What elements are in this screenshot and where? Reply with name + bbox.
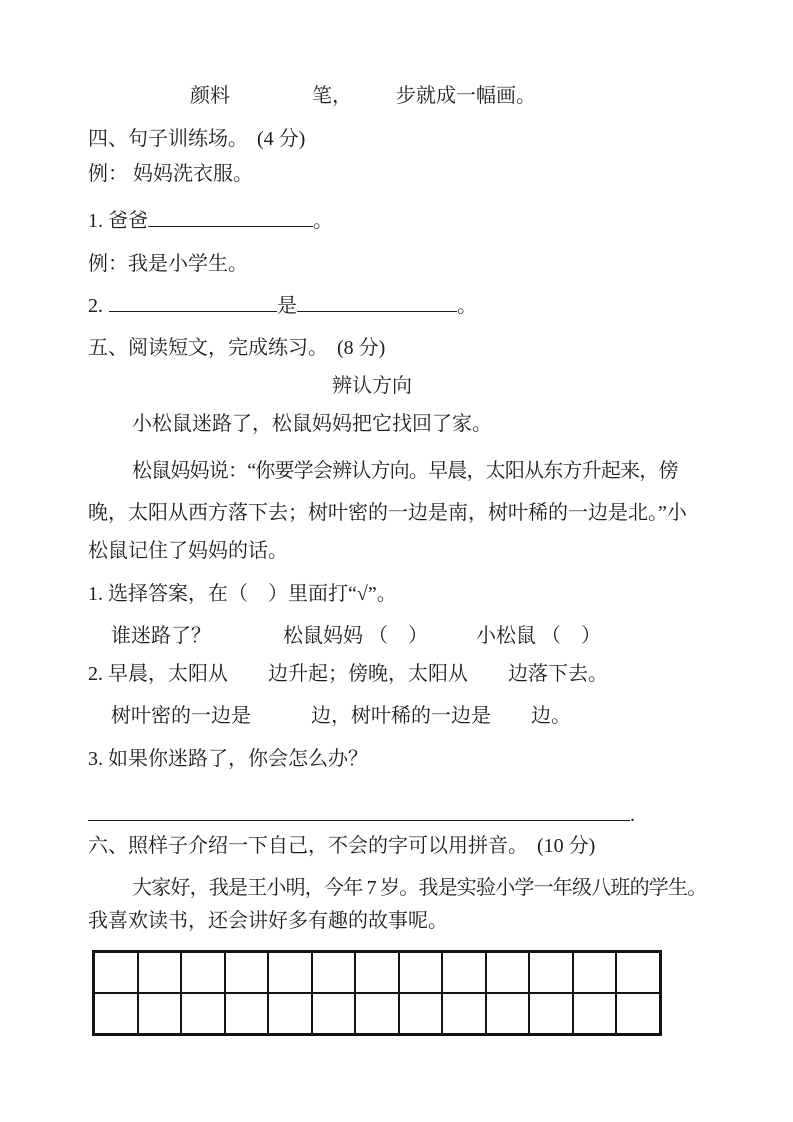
grid-cell[interactable] — [138, 993, 182, 1034]
section-four-heading — [88, 127, 305, 151]
section-five-title: 五、阅读短文，完成练习。 — [88, 337, 328, 359]
reading-q3: 3. 如果你迷路了，你会怎么办？ — [88, 748, 368, 770]
section-six-points: (10 分) — [537, 835, 596, 857]
reading-q3-answer-period: . — [630, 804, 635, 826]
reading-q2-line-2: 树叶密的一边是 边，树叶稀的一边是 边。 — [111, 705, 571, 727]
sentence-item-2-prefix: 2. — [88, 295, 103, 317]
grid-cell[interactable] — [616, 952, 660, 993]
grid-cell[interactable] — [486, 952, 530, 993]
grid-cell[interactable] — [225, 993, 269, 1034]
passage-paragraph-2-line-1: 松鼠妈妈说：“你要学会辨认方向。早晨，太阳从东方升起来，傍 — [132, 460, 678, 482]
grid-cell[interactable] — [573, 952, 617, 993]
grid-cell[interactable] — [312, 993, 356, 1034]
fill-blank-sentence-part3: 步就成一幅画。 — [396, 85, 536, 107]
answer-blank[interactable] — [88, 803, 630, 821]
reading-q3-answer-line — [88, 803, 635, 827]
grid-cell[interactable] — [399, 993, 443, 1034]
section-six-heading — [88, 834, 595, 858]
reading-q2-line-1: 2. 早晨，太阳从 边升起；傍晚，太阳从 边落下去。 — [88, 663, 608, 685]
grid-cell[interactable] — [486, 993, 530, 1034]
grid-cell[interactable] — [355, 993, 399, 1034]
passage-paragraph-2-line-2: 晚，太阳从西方落下去；树叶密的一边是南，树叶稀的一边是北。”小 — [88, 502, 687, 524]
section-five-heading — [88, 336, 385, 360]
fill-blank-sentence-part2: 笔， — [312, 85, 352, 107]
section-five-points: (8 分) — [337, 337, 386, 359]
passage-title: 辨认方向 — [332, 375, 412, 397]
grid-cell[interactable] — [442, 993, 486, 1034]
reading-q1-option-little-squirrel[interactable]: 小松鼠 （ ） — [476, 625, 601, 647]
grid-cell[interactable] — [355, 952, 399, 993]
grid-cell[interactable] — [312, 952, 356, 993]
grid-cell[interactable] — [181, 993, 225, 1034]
sentence-item-1-prefix: 1. 爸爸 — [88, 210, 148, 232]
example-sentence-1: 例： 妈妈洗衣服。 — [88, 163, 253, 185]
grid-cell[interactable] — [268, 993, 312, 1034]
answer-blank[interactable] — [297, 294, 457, 312]
writing-grid — [92, 950, 662, 1036]
grid-cell[interactable] — [616, 993, 660, 1034]
reading-q1-option-squirrel-mom[interactable]: 松鼠妈妈 （ ） — [283, 625, 428, 647]
grid-cell[interactable] — [138, 952, 182, 993]
sentence-item-2 — [88, 294, 477, 318]
grid-cell[interactable] — [268, 952, 312, 993]
sentence-item-2-connector: 是 — [277, 295, 297, 317]
grid-cell[interactable] — [442, 952, 486, 993]
fill-blank-sentence-part1: 颜料 — [190, 85, 230, 107]
self-intro-sample-line-2: 我喜欢读书，还会讲好多有趣的故事呢。 — [88, 910, 448, 932]
grid-cell[interactable] — [225, 952, 269, 993]
sentence-item-1-end: 。 — [313, 210, 333, 232]
answer-blank[interactable] — [148, 209, 313, 227]
grid-cell[interactable] — [94, 952, 138, 993]
grid-cell[interactable] — [94, 993, 138, 1034]
passage-paragraph-2-line-3: 松鼠记住了妈妈的话。 — [88, 540, 288, 562]
grid-cell[interactable] — [529, 993, 573, 1034]
section-six-title: 六、照样子介绍一下自己，不会的字可以用拼音。 — [88, 835, 528, 857]
answer-blank[interactable] — [109, 294, 277, 312]
reading-q1-question: 谁迷路了？ — [111, 625, 211, 647]
example-sentence-2: 例：我是小学生。 — [88, 253, 248, 275]
self-intro-sample-line-1: 大家好，我是王小明，今年 7 岁。我是实验小学一年级八班的学生。 — [132, 877, 707, 899]
section-four-points: (4 分) — [257, 128, 306, 150]
grid-cell[interactable] — [529, 952, 573, 993]
section-four-title: 四、句子训练场。 — [88, 128, 248, 150]
reading-q1: 1. 选择答案，在（ ）里面打“√”。 — [88, 583, 397, 605]
grid-cell[interactable] — [573, 993, 617, 1034]
grid-cell[interactable] — [181, 952, 225, 993]
sentence-item-1 — [88, 209, 333, 233]
grid-cell[interactable] — [399, 952, 443, 993]
sentence-item-2-end: 。 — [457, 295, 477, 317]
passage-paragraph-1: 小松鼠迷路了，松鼠妈妈把它找回了家。 — [132, 413, 492, 435]
